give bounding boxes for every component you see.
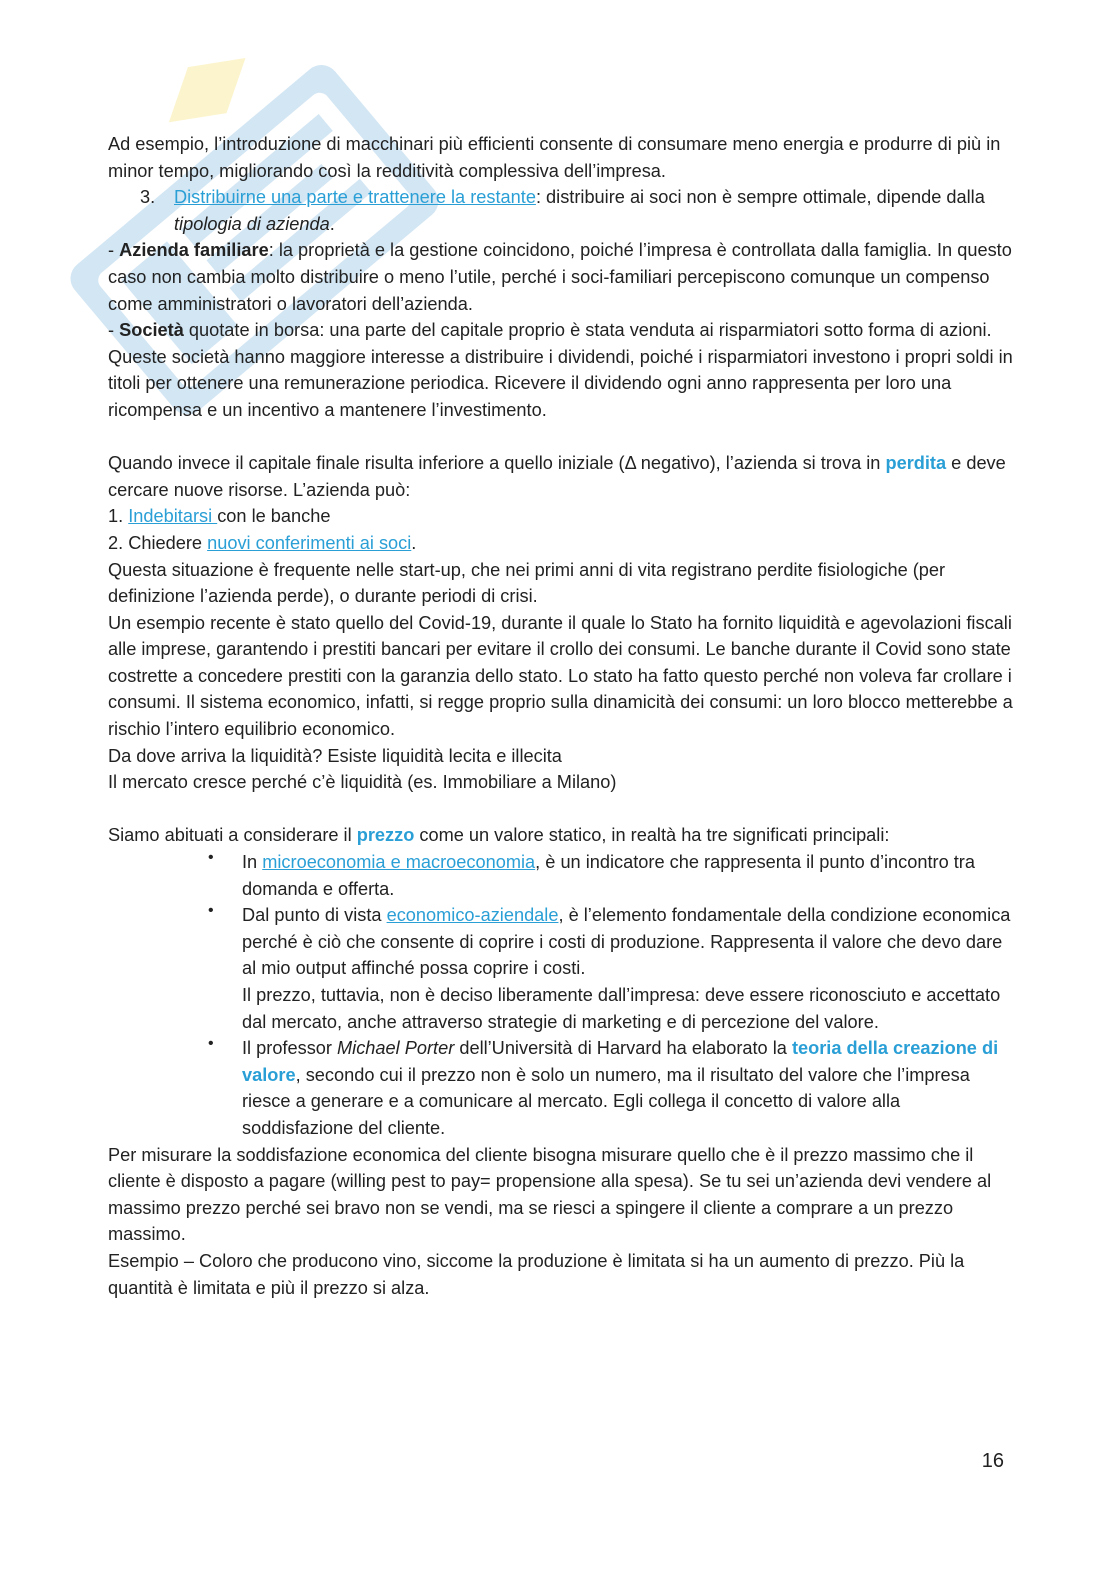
link-economico-aziendale[interactable]: economico-aziendale	[386, 905, 559, 926]
paragraph-societa: - Società quotate in borsa: una parte del capitale proprio è stata venduta ai risparmiatori sotto forma di azioni. Queste società hanno maggiore interesse a distribuire i dividendi, poiché i risparmiatori investono i propri soldi in titoli per ottenere una remunerazione periodica. Ricevere il dividendo ogni anno rappresenta per loro una ricompensa e un incentivo a mantenere l’investimento.	[108, 320, 1013, 420]
term-societa: Società	[119, 320, 184, 341]
link-indebitarsi[interactable]: Indebitarsi	[128, 506, 218, 527]
bullet-item-porter: • Il professor Michael Porter dell’Università di Harvard ha elaborato la teoria della creazione di valore, secondo cui il prezzo non è solo un numero, ma il risultato del valore che l’impresa riesce a generare e a comunicare al mercato. Egli collega il concetto di valore alla soddisfazione del cliente.	[108, 1035, 1013, 1141]
document-body	[108, 131, 1013, 1301]
paragraph-macchinari: Ad esempio, l’introduzione di macchinari più efficienti consente di consumare meno energia e produrre di più in minor tempo, migliorando così la redditività complessiva dell’impresa.	[108, 134, 1001, 181]
link-distribuirne[interactable]: Distribuirne una parte e trattenere la restante	[174, 187, 536, 208]
option-conferimenti: 2. Chiedere nuovi conferimenti ai soci.	[108, 532, 417, 553]
paragraph-perdita: Quando invece il capitale finale risulta inferiore a quello iniziale (Δ negativo), l’azienda si trova in perdita e deve cercare nuove risorse. L’azienda può:	[108, 453, 1006, 500]
paragraph-prezzo: Siamo abituati a considerare il prezzo come un valore statico, in realtà ha tre significati principali:	[108, 825, 890, 846]
list-number: 3.	[140, 187, 156, 208]
page-number: 16	[981, 1450, 1004, 1472]
bullet-list-prezzo	[108, 849, 1013, 1142]
paragraph-vino: Esempio – Coloro che producono vino, siccome la produzione è limitata si ha un aumento di prezzo. Più la quantità è limitata e più il prezzo si alza.	[108, 1250, 965, 1298]
bullet-icon: •	[208, 1035, 214, 1053]
option-indebitarsi: 1. Indebitarsi con le banche	[108, 506, 331, 527]
bullet-icon: •	[208, 849, 214, 867]
paragraph-mercato: Il mercato cresce perché c’è liquidità (es. Immobiliare a Milano)	[108, 772, 617, 793]
link-nuovi-conferimenti[interactable]: nuovi conferimenti ai soci	[207, 532, 412, 553]
italic-michael-porter: Michael Porter	[337, 1038, 455, 1059]
paragraph-liquidita: Da dove arriva la liquidità? Esiste liquidità lecita e illecita	[108, 745, 562, 766]
term-azienda-familiare: Azienda familiare	[119, 240, 269, 261]
bullet-item-aziendale: • Dal punto di vista economico-aziendale, è l’elemento fondamentale della condizione economica perché è ciò che consente di coprire i costi di produzione. Rappresenta il valore che devo dare al mio output affinché possa coprire i costi. Il prezzo, tuttavia, non è deciso liberamente dall’impresa: deve essere riconosciuto e accettato dal mercato, anche attraverso strategie di marketing e di percezione del valore.	[108, 902, 1013, 1035]
link-micro-macro[interactable]: microeconomia e macroeconomia	[262, 852, 536, 873]
term-teoria-creazione-valore: teoria della creazione di valore	[242, 1038, 999, 1085]
paragraph-covid: Un esempio recente è stato quello del Covid-19, durante il quale lo Stato ha fornito liquidità e agevolazioni fiscali alle imprese, garantendo i prestiti bancari per evitare il crollo dei consumi. Le banche durante il Covid sono state costrette a concedere prestiti con la garanzia dello stato. Lo stato ha fatto questo perché non voleva far crollare i consumi. Il sistema economico, infatti, si regge proprio sulla dinamicità dei consumi: un loro blocco metterebbe a rischio l’intero equilibrio economico.	[108, 612, 1013, 740]
term-perdita: perdita	[885, 453, 947, 474]
bullet-item-micro: • In microeconomia e macroeconomia, è un indicatore che rappresenta il punto d’incontro tra domanda e offerta.	[108, 849, 1013, 902]
list-item-3: 3. Distribuirne una parte e trattenere la restante: distribuire ai soci non è sempre ottimale, dipende dalla tipologia di azienda.	[108, 184, 1013, 237]
paragraph-startup: Questa situazione è frequente nelle start-up, che nei primi anni di vita registrano perdite fisiologiche (per definizione l’azienda perde), o durante periodi di crisi.	[108, 559, 946, 607]
italic-tipologia: tipologia di azienda	[174, 213, 330, 234]
paragraph-soddisfazione: Per misurare la soddisfazione economica del cliente bisogna misurare quello che è il prezzo massimo che il cliente è disposto a pagare (willing pest to pay= propensione alla spesa). Se tu sei un’azienda devi vendere al massimo prezzo perché sei bravo non se vendi, ma se riesci a spingere il cliente a comprare a un prezzo massimo.	[108, 1144, 992, 1245]
paragraph-azienda-familiare: - Azienda familiare: la proprietà e la gestione coincidono, poiché l’impresa è controllata dalla famiglia. In questo caso non cambia molto distribuire o meno l’utile, perché i soci-familiari percepiscono comunque un compenso come amministratori o lavoratori dell’azienda.	[108, 240, 1012, 314]
bullet-icon: •	[208, 902, 214, 920]
term-prezzo: prezzo	[356, 825, 415, 846]
